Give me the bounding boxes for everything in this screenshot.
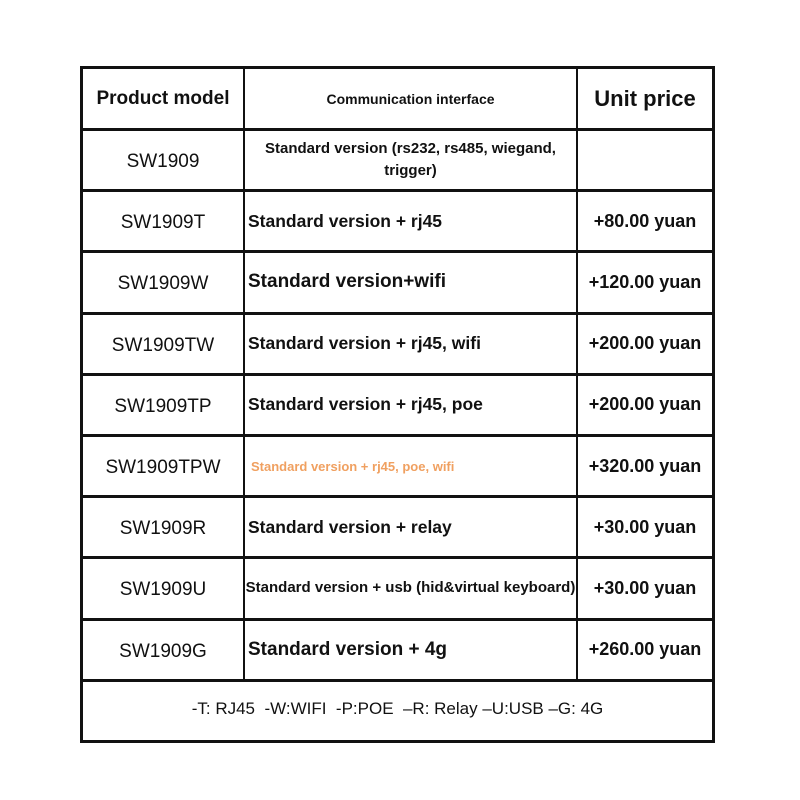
row-interface-highlighted: Standard version + rj45, poe, wifi [245, 437, 578, 498]
row-model: SW1909R [83, 498, 245, 559]
row-model: SW1909W [83, 253, 245, 314]
row-interface: Standard version+wifi [245, 253, 578, 314]
row-interface: Standard version + relay [245, 498, 578, 559]
product-price-table [80, 66, 715, 743]
row-price: +320.00 yuan [578, 437, 712, 498]
row-model: SW1909T [83, 192, 245, 253]
row-price [578, 131, 712, 192]
row-price: +120.00 yuan [578, 253, 712, 314]
row-price: +200.00 yuan [578, 376, 712, 437]
row-model: SW1909TP [83, 376, 245, 437]
row-interface: Standard version + usb (hid&virtual keyboard) [245, 559, 578, 620]
row-interface: Standard version (rs232, rs485, wiegand, trigger) [245, 131, 578, 192]
row-interface: Standard version + 4g [245, 621, 578, 682]
header-unit-price: Unit price [578, 69, 712, 131]
header-communication-interface: Communication interface [245, 69, 578, 131]
row-model: SW1909TPW [83, 437, 245, 498]
row-model: SW1909U [83, 559, 245, 620]
row-price: +80.00 yuan [578, 192, 712, 253]
suffix-legend: -T: RJ45 -W:WIFI -P:POE –R: Relay –U:USB –G: 4G [191, 698, 604, 718]
row-model: SW1909TW [83, 315, 245, 376]
row-interface: Standard version + rj45, wifi [245, 315, 578, 376]
row-price: +30.00 yuan [578, 498, 712, 559]
header-product-model: Product model [83, 69, 245, 131]
row-price: +200.00 yuan [578, 315, 712, 376]
row-model: SW1909G [83, 621, 245, 682]
row-model: SW1909 [83, 131, 245, 192]
row-price: +30.00 yuan [578, 559, 712, 620]
row-interface: Standard version + rj45 [245, 192, 578, 253]
row-price: +260.00 yuan [578, 621, 712, 682]
row-interface: Standard version + rj45, poe [245, 376, 578, 437]
